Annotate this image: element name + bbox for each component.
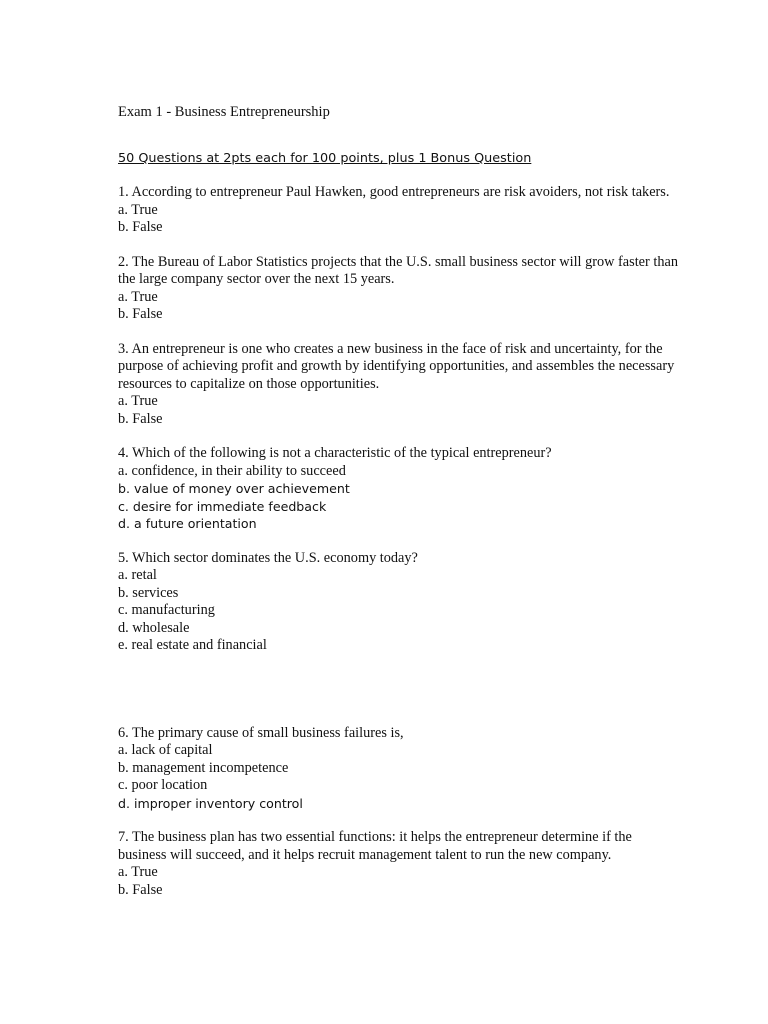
document-body: [118, 103, 678, 899]
question-text: 6. The primary cause of small business failures is,: [118, 724, 404, 741]
answer-option: a. retal: [118, 567, 157, 583]
answer-option: a. True: [118, 201, 158, 218]
question-4: [118, 445, 678, 533]
answer-option: d. a future orientation: [118, 516, 257, 531]
question-3: [118, 341, 678, 429]
question-5: [118, 550, 678, 655]
answer-option: b. False: [118, 219, 163, 235]
answer-option: b. services: [118, 584, 179, 601]
question-6: [118, 725, 678, 813]
answer-option: c. desire for immediate feedback: [118, 498, 327, 514]
question-text: 5. Which sector dominates the U.S. economy today?: [118, 549, 418, 566]
answer-option: a. True: [118, 288, 158, 305]
question-1: [118, 184, 678, 237]
question-text: 3. An entrepreneur is one who creates a new business in the face of risk and uncertainty, for the purpose of achieving profit and growth by identifying opportunities, and assembles the necessary resources to capitalize on those opportunities.: [118, 340, 675, 392]
answer-option: b. management incompetence: [118, 759, 289, 776]
question-text: 4. Which of the following is not a characteristic of the typical entrepreneur?: [118, 445, 552, 461]
answer-option: a. confidence, in their ability to succeed: [118, 462, 346, 479]
answer-option: b. False: [118, 410, 163, 427]
answer-option: b. value of money over achievement: [118, 481, 350, 496]
answer-option: b. False: [118, 881, 163, 898]
answer-option: a. True: [118, 864, 158, 880]
answer-option: a. lack of capital: [118, 742, 213, 758]
question-text: 2. The Bureau of Labor Statistics projects that the U.S. small business sector will grow faster than the large company sector over the next 15 years.: [118, 253, 678, 287]
answer-option: b. False: [118, 306, 163, 322]
question-2: [118, 254, 678, 324]
question-text: 7. The business plan has two essential functions: it helps the entrepreneur determine if the business will succeed, and it helps recruit management talent to run the new company.: [118, 829, 632, 863]
answer-option: a. True: [118, 393, 158, 409]
answer-option: e. real estate and financial: [118, 637, 267, 653]
question-7: [118, 829, 678, 899]
document-title: Exam 1 - Business Entrepreneurship: [118, 104, 330, 120]
question-text: 1. According to entrepreneur Paul Hawken, good entrepreneurs are risk avoiders, not risk takers.: [118, 184, 670, 200]
answer-option: d. improper inventory control: [118, 795, 303, 811]
answer-option: d. wholesale: [118, 619, 190, 636]
answer-option: c. manufacturing: [118, 602, 215, 618]
answer-option: c. poor location: [118, 777, 208, 793]
document-subtitle: 50 Questions at 2pts each for 100 points, plus 1 Bonus Question: [118, 151, 532, 166]
